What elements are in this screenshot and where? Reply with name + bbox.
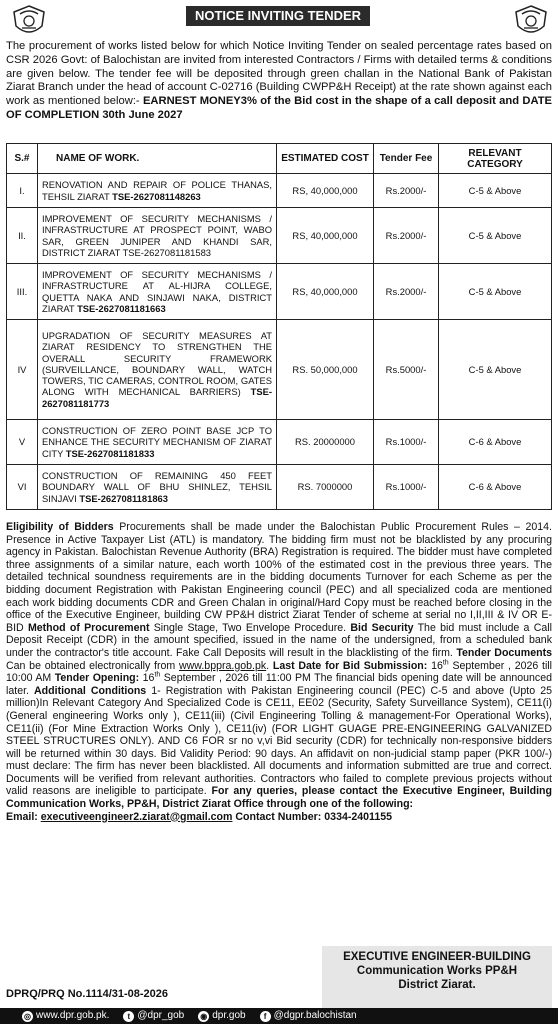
- balochistan-emblem-logo: [10, 4, 48, 38]
- row-work: CONSTRUCTION OF REMAINING 450 FEET BOUNDARY WALL OF BHU SHINLEZ, TEHSIL SINJAVI TSE-2627081181863: [38, 465, 277, 510]
- balochistan-emblem-logo-right: [512, 4, 550, 38]
- opening-day: 16: [142, 672, 155, 685]
- eligibility-label: Eligibility of Bidders: [6, 521, 114, 533]
- row-sn: I.: [7, 174, 38, 208]
- row-sn: II.: [7, 208, 38, 264]
- footer-instagram[interactable]: ◉ dpr.gob: [200, 1010, 246, 1021]
- row-fee: Rs.1000/-: [374, 420, 439, 465]
- bid-security-text: The bid must include a Call Deposit Receipt (CDR) in the amount specified, issued in the name of the undersigned, from a scheduled bank under the contractor's title account. Fake Call Deposits will result in the blacklisting of the firm.: [6, 621, 552, 659]
- row-category: C-5 & Above: [439, 208, 552, 264]
- globe-icon: ◎: [22, 1011, 33, 1022]
- last-date-text: September , 2026 till 10:00 AM: [6, 659, 553, 685]
- table-row: [7, 264, 552, 320]
- row-category: C-5 & Above: [439, 264, 552, 320]
- tender-documents-label: Tender Documents: [456, 646, 552, 659]
- header-sn: S.#: [7, 144, 38, 174]
- row-tse: TSE-2627081181773: [42, 386, 272, 409]
- header-category: RELEVANT CATEGORY: [439, 144, 552, 174]
- twitter-icon: t: [123, 1011, 134, 1022]
- footer-bar: [0, 1008, 558, 1024]
- row-category: C-5 & Above: [439, 174, 552, 208]
- opening-label: Tender Opening:: [54, 672, 140, 685]
- footer-facebook[interactable]: f @dgpr.balochistan: [260, 1008, 357, 1024]
- notice-title: NOTICE INVITING TENDER: [186, 6, 370, 26]
- row-work: RENOVATION AND REPAIR OF POLICE THANAS, TEHSIL ZIARAT TSE-2627081148263: [38, 174, 277, 208]
- row-fee: Rs.2000/-: [374, 264, 439, 320]
- email-label: Email:: [6, 810, 38, 823]
- footer-twitter[interactable]: t @dpr_gob: [123, 1008, 184, 1024]
- last-date-day: 16: [431, 659, 443, 672]
- row-sn: III.: [7, 264, 38, 320]
- works-table: [6, 143, 552, 510]
- row-sn: V: [7, 420, 38, 465]
- intro-earnest-money: EARNEST MONEY3% of the Bid cost in the shape of a call deposit and DATE OF COMPLETION 30th June 2027: [6, 95, 553, 121]
- row-tse: TSE-2627081148263: [112, 190, 201, 202]
- last-date-label: Last Date for Bid Submission:: [272, 659, 428, 672]
- bppra-link[interactable]: www.bppra.gob.pk: [179, 659, 267, 672]
- dprq-number: DPRQ/PRQ No.1114/31-08-2026: [6, 988, 169, 1000]
- row-tse: TSE-2627081181833: [65, 447, 155, 459]
- terms-body: Eligibility of Bidders Procurements shall be made under the Balochistan Public Procurement Rules – 2014. Presence in Active Taxpayer List (ATL) is mandatory. The bidding firm must not be blacklisted by any procuring agency in Pakistan. Balochistan Revenue Authority (BRA) Registration is required. The bidder must have completed three assignments of a similar nature, each worth 100% of the estimated cost in the previous three years. The detailed technical soundness requirements are in the bidding documents Turnover for each Scheme as per the bidding document Registration with Pakistan Engineering council (PEC) and all specialized coda are mentioned each work bidding documents CDR and Green Chalan in original/Hard Copy must be reached before closing in the office of the Executive Engineer, building CW PP&H district Ziarat Tender of scheme at serial no I,II,III & IV OR E-BID Method of Procurement Single Stage, Two Envelope Procedure. Bid Security The bid must include a Call Deposit Receipt (CDR) in the amount specified, issued in the name of the undersigned, from a scheduled bank under the contractor's title account. Fake Call Deposits will result in the blacklisting of the firm. Tender Documents Can be obtained electronically from www.bppra.gob.pk. Last Date for Bid Submission: 16th September , 2026 till 10:00 AM Tender Opening: 16th September , 2026 till 11:00 PM The financial bids opening date will be announced later. Additional Conditions 1- Registration with Pakistan Engineering council (PEC) C-5 and above (Upto 25 million)In Relevant Category And Specialized Code is CE11, EE02 (Security, Safety Surveillance System), CE11(i) (General engineering Works only ), CE11(iii) (Civil Engineering Tolling & management-For Operational Works), CE11(ii) (For Mine Extraction Works Only ), CE11(iv) (FOR LIGHT GUAGE PRE-ENGINEERING GALVANIZED STEEL STRUCTURES ONLY). AND C6 FOR sr no v,vi Bid security (CDR) for technically non-responsive bidders will be returned within 30 days. Bid Validity Period: 90 days. An affidavit on non-judicial stamp paper (PKR 100/-) must declare: The firm has never been blacklisted. All documents and information submitted are true and correct. Documents will be verified from relevant authorities. Contractors who failed to complete previous projects without valid reasons are ineligible to participate. For any queries, please contact the Executive Engineer, Building Communication Works, PP&H, District Ziarat Office through one of the following: Email: executiveengineer2.ziarat@gmail.com Contact Number: 0334-2401155: [6, 521, 553, 823]
- intro-paragraph: [6, 40, 552, 123]
- row-work: CONSTRUCTION OF ZERO POINT BASE JCP TO ENHANCE THE SECURITY MECHANISM OF ZIARAT CITY TSE-2627081181833: [38, 420, 277, 465]
- eligibility-text: Procurements shall be made under the Balochistan Public Procurement Rules – 2014. Presence in Active Taxpayer List (ATL) is mandatory. The bidding firm must not be blacklisted by any procuring agency in Pakistan. Balochistan Revenue Authority (BRA) Registration is required. The bidder must have completed three assignments of a similar nature, each worth 100% of the estimated cost in the previous three years. The detailed technical soundness requirements are in the bidding documents Turnover for each Scheme as per the bidding document Registration with Pakistan Engineering council (PEC) and all specialized coda are mentioned each work bidding documents CDR and Green Chalan in original/Hard Copy must be reached before closing in the office of the Executive Engineer, building CW PP&H district Ziarat Tender of scheme at serial no I,II,III & IV OR E-BID: [6, 521, 552, 634]
- procurement-text: Single Stage, Two Envelope Procedure.: [153, 621, 347, 634]
- additional-label: Additional Conditions: [34, 684, 147, 697]
- header-fee: Tender Fee: [374, 144, 439, 174]
- row-fee: Rs.5000/-: [374, 320, 439, 420]
- row-tse: TSE-2627081181663: [77, 302, 166, 314]
- row-work: IMPROVEMENT OF SECURITY MECHANISMS / INFRASTRUCTURE AT AL-HIJRA COLLEGE, QUETTA NAKA AND SINJAWI NAKA, DISTRICT ZIARAT TSE-2627081181663: [38, 264, 277, 320]
- signature-line-3: District Ziarat.: [398, 979, 476, 991]
- row-category: C-6 & Above: [439, 420, 552, 465]
- additional-text: 1- Registration with Pakistan Engineering council (PEC) C-5 and above (Upto 25 million)In Relevant Category And Specialized Code is CE11, EE02 (Security, Safety Surveillance System), CE11(i) (General engineering Works only ), CE11(iii) (Civil Engineering Tolling & management-For Operational Works), CE11(ii) (For Mine Extraction Works Only ), CE11(iv) (FOR LIGHT GUAGE PRE-ENGINEERING GALVANIZED STEEL STRUCTURES ONLY). AND C6 FOR sr no v,vi Bid security (CDR) for technically non-responsive bidders will be returned within 30 days. Bid Validity Period: 90 days. An affidavit on non-judicial stamp paper (PKR 100/-) must declare: The firm has never been blacklisted. All documents and information submitted are true and correct. Documents will be verified from relevant authorities. Contractors who failed to complete previous projects without valid reasons are ineligible to participate.: [6, 684, 552, 798]
- footer-website[interactable]: ◎ www.dpr.gob.pk.: [24, 1010, 110, 1021]
- signature-line-2: Communication Works PP&H: [356, 965, 518, 977]
- bid-security-label: Bid Security: [350, 621, 414, 634]
- row-fee: Rs.1000/-: [374, 465, 439, 510]
- opening-text: September , 2026 till 11:00 PM The financial bids opening date will be announced later.: [6, 672, 553, 697]
- table-row: [7, 208, 552, 264]
- contact-number: 0334-2401155: [324, 810, 393, 823]
- table-row: [7, 320, 552, 420]
- tender-documents-text: Can be obtained electronically from: [6, 659, 176, 672]
- signature-line-1: EXECUTIVE ENGINEER-BUILDING: [343, 951, 531, 963]
- email-link[interactable]: executiveengineer2.ziarat@gmail.com: [40, 810, 233, 823]
- row-fee: Rs.2000/-: [374, 174, 439, 208]
- header-work: NAME OF WORK.: [38, 144, 277, 174]
- row-cost: RS. 7000000: [277, 465, 374, 510]
- opening-sup: th: [154, 671, 161, 679]
- row-tse: TSE-2627081181863: [79, 492, 168, 504]
- row-cost: RS, 40,000,000: [277, 208, 374, 264]
- contact-label: Contact Number:: [235, 810, 322, 823]
- row-cost: RS, 40,000,000: [277, 264, 374, 320]
- row-cost: RS. 20000000: [277, 420, 374, 465]
- procurement-label: Method of Procurement: [27, 621, 150, 634]
- row-cost: RS. 50,000,000: [277, 320, 374, 420]
- table-row: [7, 465, 552, 510]
- row-work: UPGRADATION OF SECURITY MEASURES AT ZIARAT RESIDENCY TO STRENGTHEN THE OVERALL SECURITY FRAMEWORK (SURVEILLANCE, BOUNDARY WALL, WATCH TOWERS, TIC CAMERAS, CONTROL ROOM, GATES ALONG WITH MECHANICAL BARRIERS) TSE-2627081181773: [38, 320, 277, 420]
- signature-box: [322, 946, 552, 1008]
- table-row: [7, 174, 552, 208]
- last-date-sup: th: [442, 659, 449, 666]
- row-sn: VI: [7, 465, 38, 510]
- table-row: [7, 420, 552, 465]
- row-fee: Rs.2000/-: [374, 208, 439, 264]
- row-work: IMPROVEMENT OF SECURITY MECHANISMS / INFRASTRUCTURE AT PROSPECT POINT, WABO SAR, GREEN JUNIPER AND KHANDI SAR, DISTRICT ZIARAT TSE-2627081181583: [38, 208, 277, 264]
- row-category: C-5 & Above: [439, 320, 552, 420]
- table-header-row: [7, 144, 552, 174]
- queries-text: For any queries, please contact the Executive Engineer, Building Communication Works, PP&H, District Ziarat Office through one of the following:: [6, 785, 552, 811]
- facebook-icon: f: [260, 1011, 271, 1022]
- instagram-icon: ◉: [198, 1011, 209, 1022]
- header-cost: ESTIMATED COST: [277, 144, 374, 174]
- intro-text: The procurement of works listed below for which Notice Inviting Tender on sealed percentage rates based on CSR 2026 Govt: of Balochistan are invited from interested Contractors / Firms with detailed terms & conditions are given below. The tender fee will be deposited through green challan in the National Bank of Pakistan Ziarat Branch under the head of account C-02716 (Building CWPP&H Receipt) at the rate shown against each work as mentioned below:-: [6, 40, 552, 108]
- row-cost: RS, 40,000,000: [277, 174, 374, 208]
- row-sn: IV: [7, 320, 38, 420]
- row-category: C-6 & Above: [439, 465, 552, 510]
